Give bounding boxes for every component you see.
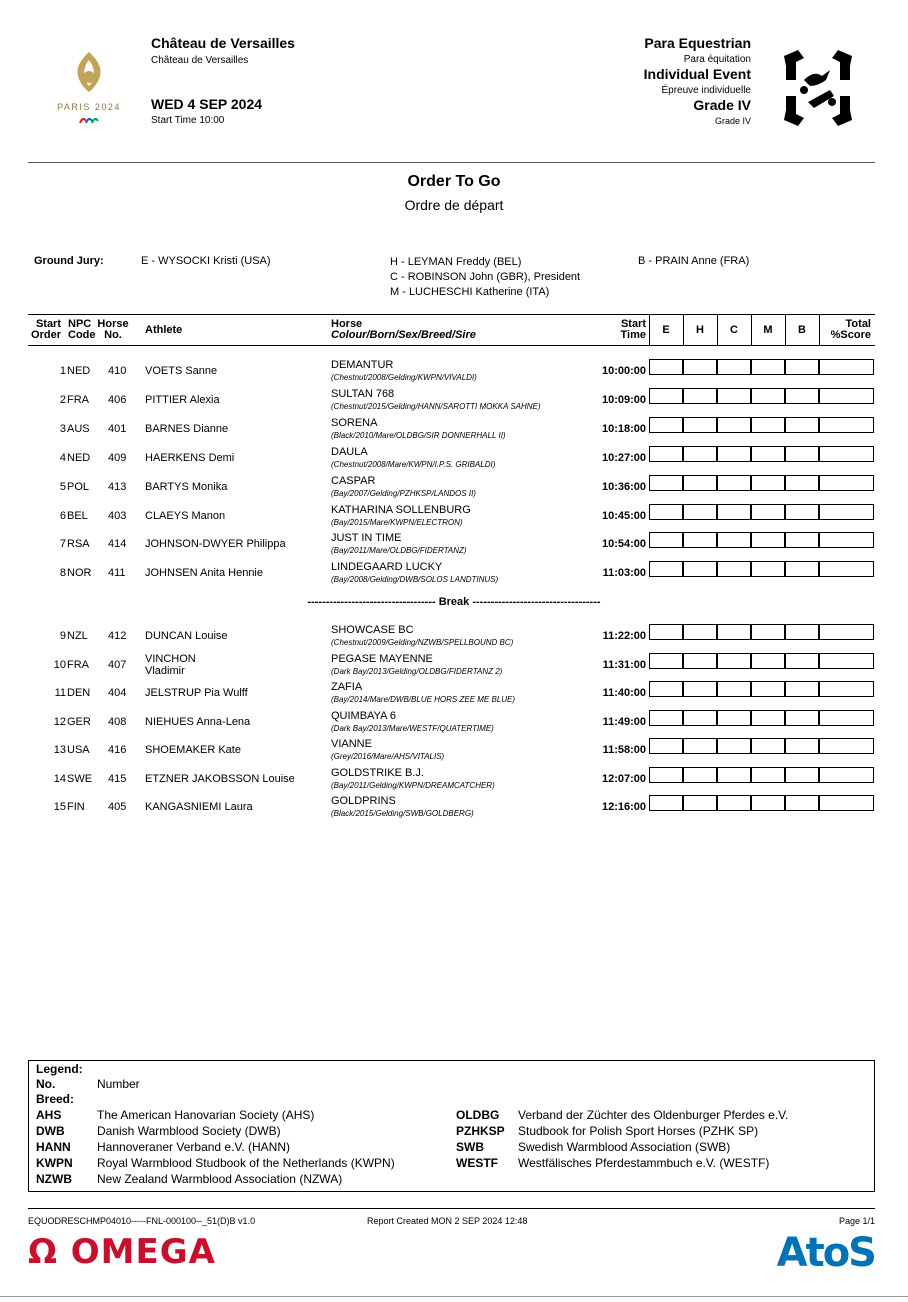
col-total-score: Total %Score [830, 318, 871, 341]
score-box-total [819, 710, 874, 726]
score-box-m [751, 532, 785, 548]
horse-number: 403 [108, 510, 127, 522]
jury-c: C - ROBINSON John (GBR), President [390, 271, 581, 283]
start-time: 10:36:00 [601, 481, 646, 493]
score-box-total [819, 738, 874, 754]
legend-breed-def: New Zealand Warmblood Association (NZWA) [97, 1172, 343, 1186]
score-box-b [785, 561, 819, 577]
score-box-e [649, 738, 683, 754]
jury-h: H - LEYMAN Freddy (BEL) [390, 256, 522, 268]
npc-code: NED [67, 452, 91, 464]
score-box-total [819, 446, 874, 462]
npc-code: FIN [67, 801, 85, 813]
horse-name: CASPAR [331, 475, 376, 487]
start-time: 10:27:00 [601, 452, 646, 464]
start-order: 2 [59, 394, 66, 406]
horse-name: SHOWCASE BC [331, 624, 414, 636]
horse-details: (Dark Bay/2013/Mare/WESTF/QUATERTIME) [331, 724, 494, 733]
table-row [0, 477, 908, 506]
legend-box [28, 1060, 875, 1192]
score-box-h [683, 681, 717, 697]
horse-name: GOLDSTRIKE B.J. [331, 767, 424, 779]
start-order: 9 [59, 630, 66, 642]
score-box-m [751, 388, 785, 404]
score-box-h [683, 388, 717, 404]
score-box-m [751, 504, 785, 520]
score-box-c [717, 532, 751, 548]
horse-number: 412 [108, 630, 127, 642]
score-box-c [717, 446, 751, 462]
score-box-h [683, 795, 717, 811]
horse-number: 405 [108, 801, 127, 813]
table-row [0, 683, 908, 712]
start-order: 7 [59, 538, 66, 550]
score-box-h [683, 624, 717, 640]
legend-breed-abbr: NZWB [36, 1172, 72, 1186]
score-box-c [717, 417, 751, 433]
horse-details: (Black/2010/Mare/OLDBG/SIR DONNERHALL II) [331, 431, 506, 440]
col-horse-no: Horse No. [97, 318, 129, 341]
score-box-h [683, 417, 717, 433]
score-box-m [751, 561, 785, 577]
horse-details: (Chestnut/2015/Gelding/HANN/SAROTTI MOKKA SAHNE) [331, 402, 541, 411]
break-separator: ----------------------------------- Break ----------------------------------- [307, 596, 601, 608]
score-box-c [717, 738, 751, 754]
score-box-b [785, 359, 819, 375]
venue-block [151, 35, 295, 126]
score-box-b [785, 795, 819, 811]
score-box-b [785, 475, 819, 491]
table-row [0, 419, 908, 448]
table-row [0, 361, 908, 390]
start-order: 10 [53, 659, 66, 671]
score-box-total [819, 561, 874, 577]
legend-breed-abbr: SWB [456, 1140, 484, 1154]
agitos-icon [78, 115, 100, 125]
score-box-h [683, 738, 717, 754]
score-box-e [649, 561, 683, 577]
legend-no-abbr: No. [36, 1077, 56, 1091]
col-h: H [696, 324, 704, 336]
score-box-c [717, 388, 751, 404]
npc-code: BEL [67, 510, 88, 522]
score-box-m [751, 795, 785, 811]
score-box-b [785, 624, 819, 640]
npc-code: USA [67, 744, 90, 756]
jury-center-column [390, 255, 580, 300]
table-row [0, 506, 908, 535]
legend-breed-def: Hannoveraner Verband e.V. (HANN) [97, 1140, 290, 1154]
horse-name: LINDEGAARD LUCKY [331, 561, 443, 573]
horse-number: 414 [108, 538, 127, 550]
score-box-total [819, 532, 874, 548]
start-time: 11:58:00 [602, 744, 646, 756]
document-title: Order To Go [407, 173, 501, 190]
score-box-c [717, 359, 751, 375]
legend-breed-abbr: HANN [36, 1140, 71, 1154]
score-box-e [649, 681, 683, 697]
legend-breed-abbr: WESTF [456, 1156, 498, 1170]
score-box-c [717, 624, 751, 640]
start-order: 1 [59, 365, 66, 377]
horse-number: 408 [108, 716, 127, 728]
horse-name: SORENA [331, 417, 378, 429]
sport-name-fr: Para équitation [683, 54, 751, 65]
score-box-h [683, 653, 717, 669]
paris-flame-icon [72, 50, 106, 94]
legend-breed-def: Danish Warmblood Society (DWB) [97, 1124, 281, 1138]
jury-m: M - LUCHESCHI Katherine (ITA) [390, 286, 550, 298]
col-start-order: Start Order [31, 318, 61, 341]
score-box-b [785, 417, 819, 433]
score-box-e [649, 624, 683, 640]
score-box-c [717, 475, 751, 491]
table-row [0, 534, 908, 563]
legend-breed-abbr: PZHKSP [456, 1124, 505, 1138]
horse-name: SULTAN 768 [331, 388, 395, 400]
venue-subtitle: Château de Versailles [151, 55, 249, 66]
score-box-m [751, 681, 785, 697]
para-equestrian-pictogram-icon [774, 46, 862, 130]
score-box-c [717, 767, 751, 783]
score-box-c [717, 681, 751, 697]
jury-e: E - WYSOCKI Kristi (USA) [141, 255, 271, 267]
sport-name: Para Equestrian [644, 35, 751, 51]
horse-name: ZAFIA [331, 681, 363, 693]
legend-breed-def: Swedish Warmblood Association (SWB) [518, 1140, 731, 1154]
start-time: 10:18:00 [601, 423, 646, 435]
start-time: 10:54:00 [601, 538, 646, 550]
start-order: 13 [53, 744, 66, 756]
start-time: 10:09:00 [601, 394, 646, 406]
table-row [0, 740, 908, 769]
legend-breed-def: Verband der Züchter des Oldenburger Pferdes e.V. [518, 1108, 789, 1122]
paris-2024-text: PARIS 2024 [57, 102, 121, 112]
score-box-h [683, 710, 717, 726]
score-box-b [785, 653, 819, 669]
athlete-name: ETZNER JAKOBSSON Louise [145, 773, 295, 785]
start-order: 4 [59, 452, 66, 464]
score-box-total [819, 767, 874, 783]
table-header [28, 314, 875, 346]
document-subtitle: Ordre de départ [404, 197, 504, 213]
npc-code: FRA [67, 659, 89, 671]
grade-name: Grade IV [693, 97, 751, 113]
horse-number: 401 [108, 423, 127, 435]
score-box-total [819, 653, 874, 669]
horse-number: 413 [108, 481, 127, 493]
npc-code: AUS [67, 423, 90, 435]
jury-b: B - PRAIN Anne (FRA) [638, 255, 750, 267]
score-box-e [649, 653, 683, 669]
score-box-total [819, 388, 874, 404]
event-name: Individual Event [643, 66, 751, 82]
score-box-e [649, 417, 683, 433]
npc-code: SWE [67, 773, 93, 785]
score-box-c [717, 710, 751, 726]
horse-number: 406 [108, 394, 127, 406]
score-box-m [751, 446, 785, 462]
table-row [0, 769, 908, 798]
table-row [0, 797, 908, 826]
score-box-m [751, 417, 785, 433]
table-row [0, 655, 908, 684]
horse-name: VIANNE [331, 738, 372, 750]
score-box-e [649, 532, 683, 548]
legend-no-def: Number [97, 1077, 140, 1091]
horse-number: 411 [108, 567, 126, 579]
horse-number: 407 [108, 659, 127, 671]
score-box-total [819, 795, 874, 811]
col-athlete: Athlete [145, 324, 183, 336]
omega-logo: Ω OMEGA [28, 1232, 216, 1272]
start-order: 6 [59, 510, 66, 522]
legend-breed-abbr: DWB [36, 1124, 65, 1138]
horse-details: (Black/2015/Gelding/SWB/GOLDBERG) [331, 809, 474, 818]
start-time: 11:31:00 [602, 659, 646, 671]
event-date: WED 4 SEP 2024 [151, 96, 263, 112]
athlete-name: NIEHUES Anna-Lena [145, 716, 251, 728]
event-name-fr: Épreuve individuelle [661, 85, 751, 96]
score-box-b [785, 738, 819, 754]
score-box-b [785, 446, 819, 462]
horse-name: JUST IN TIME [331, 532, 402, 544]
legend-breed-def: Studbook for Polish Sport Horses (PZHK SP) [518, 1124, 759, 1138]
npc-code: GER [67, 716, 91, 728]
score-box-h [683, 504, 717, 520]
legend-breed-def: Westfälisches Pferdestammbuch e.V. (WESTF) [518, 1156, 770, 1170]
score-box-e [649, 767, 683, 783]
atos-logo: AtoS [776, 1230, 875, 1276]
horse-details: (Bay/2011/Gelding/KWPN/DREAMCATCHER) [331, 781, 495, 790]
horse-details: (Grey/2016/Mare/AHS/VITALIS) [331, 752, 445, 761]
score-box-b [785, 504, 819, 520]
score-box-h [683, 475, 717, 491]
document-title-block [0, 173, 908, 213]
start-order: 8 [59, 567, 66, 579]
score-box-e [649, 446, 683, 462]
score-box-c [717, 795, 751, 811]
col-e: E [662, 324, 670, 336]
athlete-name: BARNES Dianne [145, 423, 229, 435]
col-horse: Horse Colour/Born/Sex/Breed/Sire [331, 318, 476, 341]
horse-number: 409 [108, 452, 127, 464]
horse-number: 416 [108, 744, 127, 756]
table-row [0, 563, 908, 592]
score-box-total [819, 504, 874, 520]
score-box-b [785, 767, 819, 783]
score-box-c [717, 561, 751, 577]
score-box-b [785, 388, 819, 404]
npc-code: FRA [67, 394, 89, 406]
page-number: Page 1/1 [838, 1216, 875, 1226]
start-order: 11 [54, 687, 66, 699]
table-row [0, 390, 908, 419]
header-divider [28, 162, 875, 163]
horse-name: PEGASE MAYENNE [331, 653, 433, 665]
table-row [0, 626, 908, 655]
npc-code: POL [67, 481, 90, 493]
score-box-total [819, 624, 874, 640]
athlete-name: DUNCAN Louise [145, 630, 228, 642]
score-box-e [649, 710, 683, 726]
score-box-m [751, 710, 785, 726]
venue-title: Château de Versailles [151, 35, 295, 51]
athlete-name: KANGASNIEMI Laura [145, 801, 253, 813]
score-box-h [683, 561, 717, 577]
athlete-name: BARTYS Monika [145, 481, 228, 493]
horse-details: (Chestnut/2008/Gelding/KWPN/VIVALDI) [331, 373, 477, 382]
score-box-total [819, 681, 874, 697]
legend-breed-def: Royal Warmblood Studbook of the Netherlands (KWPN) [97, 1156, 395, 1170]
score-box-m [751, 738, 785, 754]
athlete-name: JOHNSON-DWYER Philippa [145, 538, 286, 550]
athlete-name: PITTIER Alexia [145, 394, 220, 406]
col-b: B [798, 324, 806, 336]
start-time: 12:16:00 [601, 801, 646, 813]
score-box-m [751, 359, 785, 375]
horse-name: GOLDPRINS [331, 795, 396, 807]
horse-name: DEMANTUR [331, 359, 394, 371]
score-box-e [649, 388, 683, 404]
col-npc-code: NPC Code [68, 318, 96, 341]
start-time: 11:22:00 [602, 630, 646, 642]
start-order: 15 [53, 801, 66, 813]
athlete-name: JOHNSEN Anita Hennie [145, 567, 263, 579]
score-box-h [683, 446, 717, 462]
start-time: 11:40:00 [602, 687, 646, 699]
score-box-h [683, 359, 717, 375]
score-box-m [751, 653, 785, 669]
horse-number: 410 [108, 365, 127, 377]
legend-breed-abbr: OLDBG [456, 1108, 500, 1122]
legend-breed-abbr: AHS [36, 1108, 62, 1122]
athlete-name: SHOEMAKER Kate [145, 744, 241, 756]
horse-details: (Bay/2008/Gelding/DWB/SOLOS LANDTINUS) [331, 575, 499, 584]
npc-code: DEN [67, 687, 91, 699]
start-order: 12 [53, 716, 66, 728]
start-time-label: Start Time 10:00 [151, 115, 225, 126]
score-box-m [751, 475, 785, 491]
horse-details: (Chestnut/2009/Gelding/NZWB/SPELLBOUND BC) [331, 638, 514, 647]
legend-breed-title: Breed: [36, 1092, 75, 1106]
page-bottom-rule [0, 1296, 908, 1297]
horse-number: 415 [108, 773, 127, 785]
score-box-c [717, 504, 751, 520]
footer-divider [28, 1208, 875, 1209]
legend-breed-def: The American Hanovarian Society (AHS) [97, 1108, 315, 1122]
score-box-b [785, 710, 819, 726]
horse-number: 404 [108, 687, 127, 699]
score-box-total [819, 417, 874, 433]
score-box-b [785, 532, 819, 548]
horse-name: DAULA [331, 446, 368, 458]
score-box-m [751, 767, 785, 783]
table-row [0, 712, 908, 741]
score-box-e [649, 475, 683, 491]
report-created: Report Created MON 2 SEP 2024 12:48 [367, 1216, 528, 1226]
athlete-name: VOETS Sanne [145, 365, 218, 377]
event-block [644, 35, 751, 126]
score-box-e [649, 795, 683, 811]
legend-title: Legend: [36, 1062, 83, 1076]
horse-details: (Bay/2014/Mare/DWB/BLUE HORS ZEE ME BLUE) [331, 695, 516, 704]
horse-details: (Dark Bay/2013/Gelding/OLDBG/FIDERTANZ 2) [331, 667, 503, 676]
athlete-name: JELSTRUP Pia Wulff [145, 687, 248, 699]
col-start-time: Start Time [620, 318, 646, 341]
report-header [0, 0, 908, 163]
col-c: C [730, 324, 738, 336]
start-order: 5 [59, 481, 66, 493]
score-box-h [683, 767, 717, 783]
horse-details: (Bay/2015/Mare/KWPN/ELECTRON) [331, 518, 463, 527]
score-box-e [649, 504, 683, 520]
start-order: 3 [59, 423, 66, 435]
start-time: 10:00:00 [601, 365, 646, 377]
score-box-e [649, 359, 683, 375]
npc-code: RSA [67, 538, 90, 550]
legend-breed-abbr: KWPN [36, 1156, 73, 1170]
score-box-c [717, 653, 751, 669]
athlete-name: CLAEYS Manon [145, 510, 226, 522]
ground-jury-label: Ground Jury: [34, 255, 104, 267]
horse-name: QUIMBAYA 6 [331, 710, 397, 722]
npc-code: NOR [67, 567, 92, 579]
score-box-m [751, 624, 785, 640]
athlete-name: HAERKENS Demi [145, 452, 235, 464]
start-time: 12:07:00 [601, 773, 646, 785]
score-box-total [819, 359, 874, 375]
start-time: 10:45:00 [601, 510, 646, 522]
horse-details: (Bay/2007/Gelding/PZHKSP/LANDOS II) [331, 489, 476, 498]
table-row [0, 448, 908, 477]
npc-code: NZL [67, 630, 88, 642]
start-order: 14 [53, 773, 66, 785]
score-box-total [819, 475, 874, 491]
col-m: M [763, 324, 773, 336]
grade-name-fr: Grade IV [714, 116, 751, 126]
horse-name: KATHARINA SOLLENBURG [331, 504, 471, 516]
score-box-h [683, 532, 717, 548]
score-box-b [785, 681, 819, 697]
npc-code: NED [67, 365, 91, 377]
paris-2024-logo [54, 50, 124, 130]
start-time: 11:49:00 [602, 716, 646, 728]
horse-details: (Bay/2011/Mare/OLDBG/FIDERTANZ) [331, 546, 467, 555]
athlete-name: VINCHON Vladimir [145, 653, 196, 677]
start-time: 11:03:00 [602, 567, 646, 579]
report-code: EQUODRESCHMP04010-----FNL-000100--_51(D)B v1.0 [28, 1216, 256, 1226]
horse-details: (Chestnut/2008/Mare/KWPN/I.P.S. GRIBALDI) [331, 460, 496, 469]
